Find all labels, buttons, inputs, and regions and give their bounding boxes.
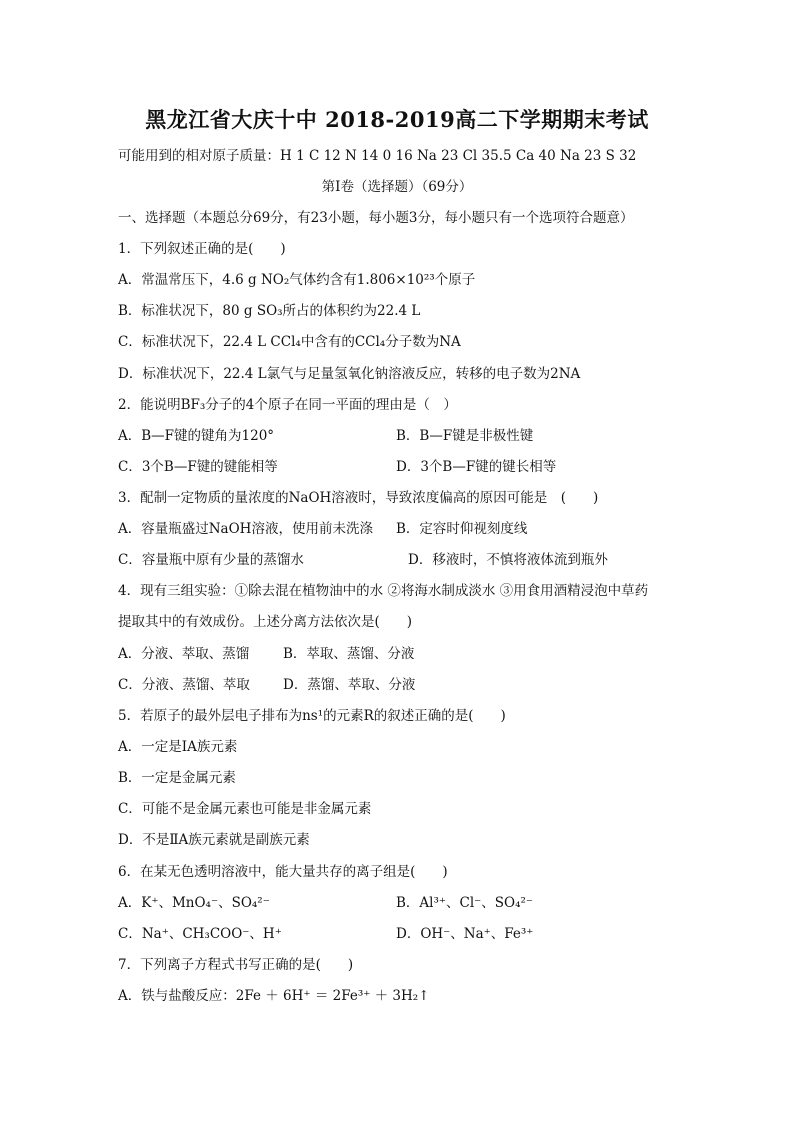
question-3-option-c: C．容量瓶中原有少量的蒸馏水 xyxy=(118,552,304,568)
question-2-option-a: A．B—F键的键角为120° xyxy=(118,428,275,444)
atomic-mass-line: 可能用到的相对原子质量：H 1 C 12 N 14 0 16 Na 23 Cl 35.5 Ca 40 Na 23 S 32 xyxy=(118,148,637,164)
question-6-option-d: D．OH⁻、Na⁺、Fe³⁺ xyxy=(396,926,534,942)
question-5-option-b: B．一定是金属元素 xyxy=(118,770,236,786)
question-2-option-c: C．3个B—F键的键能相等 xyxy=(118,459,278,475)
question-1-option-d: D．标准状况下，22.4 L氯气与足量氢氧化钠溶液反应，转移的电子数为2NA xyxy=(118,366,581,382)
question-3-option-b: B．定容时仰视刻度线 xyxy=(396,521,528,537)
question-3-option-a: A．容量瓶盛过NaOH溶液，使用前未洗涤 xyxy=(118,521,373,537)
question-7-option-a: A．铁与盐酸反应：2Fe ＋ 6H⁺ ＝ 2Fe³⁺ ＋ 3H₂↑ xyxy=(118,988,430,1004)
question-4-option-c: C．分液、蒸馏、萃取 xyxy=(118,677,250,693)
question-2-option-b: B．B—F键是非极性键 xyxy=(396,428,534,444)
question-4-stem-continued: 提取其中的有效成份。上述分离方法依次是( ) xyxy=(118,614,413,630)
question-2-stem: 2．能说明BF₃分子的4个原子在同一平面的理由是（ ） xyxy=(118,397,457,413)
question-1-option-b: B．标准状况下，80 g SO₃所占的体积约为22.4 L xyxy=(118,303,421,319)
question-3-stem: 3．配制一定物质的量浓度的NaOH溶液时，导致浓度偏高的原因可能是 ( ) xyxy=(118,490,599,506)
question-6-stem: 6．在某无色透明溶液中，能大量共存的离子组是( ) xyxy=(118,864,448,880)
question-1-option-c: C．标准状况下，22.4 L CCl₄中含有的CCl₄分子数为NA xyxy=(118,334,461,350)
question-5-option-a: A．一定是ⅠA族元素 xyxy=(118,739,238,755)
question-2-option-d: D．3个B—F键的键长相等 xyxy=(396,459,557,475)
question-1-stem: 1．下列叙述正确的是( ) xyxy=(118,241,286,257)
question-4-option-a: A．分液、萃取、蒸馏 xyxy=(118,646,250,662)
exam-title: 黑龙江省大庆十中 2018-2019高二下学期期末考试 xyxy=(145,107,649,132)
question-3-option-d: D．移液时，不慎将液体流到瓶外 xyxy=(408,552,608,568)
question-6-option-c: C．Na⁺、CH₃COO⁻、H⁺ xyxy=(118,926,282,942)
question-4-stem: 4．现有三组实验：①除去混在植物油中的水 ②将海水制成淡水 ③用食用酒精浸泡中草药 xyxy=(118,583,649,599)
question-4-option-b: B．萃取、蒸馏、分液 xyxy=(283,646,415,662)
question-4-option-d: D．蒸馏、萃取、分液 xyxy=(283,677,416,693)
question-5-stem: 5．若原子的最外层电子排布为ns¹的元素R的叙述正确的是( ) xyxy=(118,708,506,724)
question-6-option-b: B．Al³⁺、Cl⁻、SO₄²⁻ xyxy=(396,895,534,911)
question-6-option-a: A．K⁺、MnO₄⁻、SO₄²⁻ xyxy=(118,895,270,911)
question-1-option-a: A．常温常压下，4.6 g NO₂气体约含有1.806×10²³个原子 xyxy=(118,272,476,288)
section-header: 第Ⅰ卷（选择题）（69分） xyxy=(321,179,473,195)
question-5-option-c: C．可能不是金属元素也可能是非金属元素 xyxy=(118,801,372,817)
instructions: 一、选择题（本题总分69分，有23小题，每小题3分，每小题只有一个选项符合题意） xyxy=(118,210,634,226)
question-5-option-d: D．不是ⅡA族元素就是副族元素 xyxy=(118,832,310,848)
question-7-stem: 7．下列离子方程式书写正确的是( ) xyxy=(118,957,354,973)
